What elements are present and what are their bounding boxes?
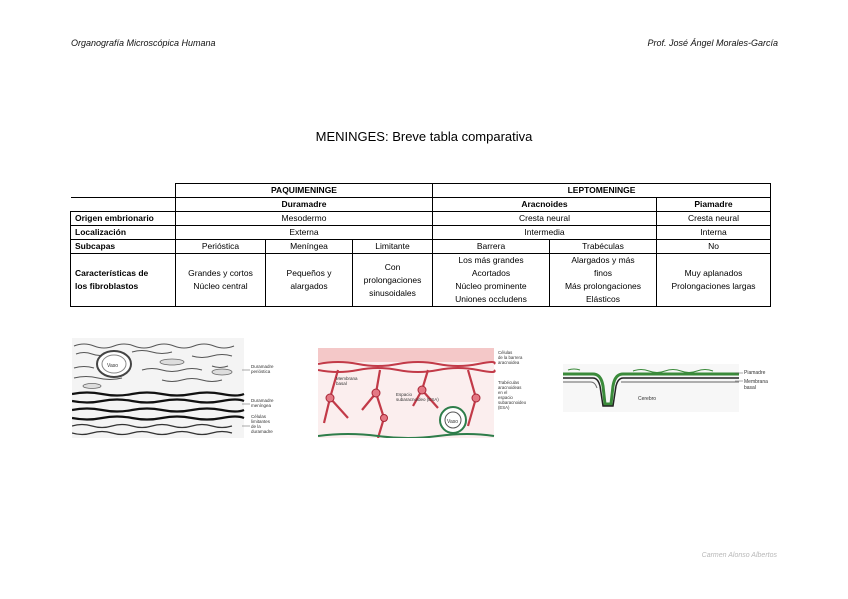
aracnoides-diagram	[318, 348, 538, 438]
svg-text:subaracnoideo: subaracnoideo	[498, 400, 527, 405]
footer-author: Carmen Alonso Albertos	[701, 552, 777, 559]
svg-text:aracnoidea: aracnoidea	[498, 360, 520, 365]
svg-text:basal: basal	[744, 385, 756, 391]
header-duramadre: Duramadre	[176, 198, 433, 212]
cell-localizacion-dura: Externa	[176, 226, 433, 240]
cell-subcapa-limitante: Limitante	[353, 240, 433, 254]
cell-subcapa-barrera: Barrera	[433, 240, 550, 254]
svg-text:meníngea: meníngea	[251, 403, 272, 408]
row-label-subcapas: Subcapas	[71, 240, 176, 254]
svg-text:espacio: espacio	[498, 395, 513, 400]
table-row	[71, 254, 771, 307]
arac-espacio-label: Espacio	[396, 392, 413, 397]
row-label-caracteristicas: Características de los fibroblastos	[71, 254, 176, 307]
svg-text:de la: de la	[251, 424, 261, 429]
svg-text:Piamadre: Piamadre	[744, 370, 766, 376]
table-corner	[71, 184, 176, 198]
svg-text:perióstica: perióstica	[251, 369, 271, 374]
cell-fibro-dura2: Pequeños y alargados	[266, 254, 353, 307]
row-label-localizacion: Localización	[71, 226, 176, 240]
header-paquimeninge: PAQUIMENINGE	[176, 184, 433, 198]
table-row	[71, 226, 771, 240]
arac-annotations	[498, 350, 527, 410]
cell-localizacion-arac: Intermedia	[433, 226, 657, 240]
cell-fibro-pia: Muy aplanados Prolongaciones largas	[657, 254, 771, 307]
svg-text:Duramadre: Duramadre	[251, 364, 274, 369]
cell-fibro-dura3: Con prolongaciones sinusoidales	[353, 254, 433, 307]
svg-text:Duramadre: Duramadre	[251, 398, 274, 403]
svg-text:aracnoideas: aracnoideas	[498, 385, 522, 390]
cell-origen-pia: Cresta neural	[657, 212, 771, 226]
arac-membrana-label: Membrana	[336, 376, 358, 381]
cell-subcapa-pia: No	[657, 240, 771, 254]
svg-text:basal: basal	[336, 381, 347, 386]
cell-origen-arac: Cresta neural	[433, 212, 657, 226]
pia-annotations	[744, 370, 768, 391]
page-title: MENINGES: Breve tabla comparativa	[315, 129, 533, 144]
svg-text:duramadre: duramadre	[251, 429, 273, 434]
svg-text:Células: Células	[498, 350, 513, 355]
header-course-title: Organografía Microscópica Humana	[71, 38, 216, 48]
header-aracnoides: Aracnoides	[433, 198, 657, 212]
cell-origen-dura: Mesodermo	[176, 212, 433, 226]
cell-fibro-arac1: Los más grandes Acortados Núcleo prominente Uniones occludens	[433, 254, 550, 307]
pia-cerebro-label: Cerebro	[638, 396, 657, 402]
table-corner	[71, 198, 176, 212]
cell-subcapa-periostica: Perióstica	[176, 240, 266, 254]
cell-localizacion-pia: Interna	[657, 226, 771, 240]
svg-text:Células: Células	[251, 414, 267, 419]
cell-subcapa-trabeculas: Trabéculas	[550, 240, 657, 254]
arac-vaso-label: Vaso	[447, 419, 459, 425]
svg-text:en el: en el	[498, 390, 508, 395]
svg-text:Trabéculas: Trabéculas	[498, 380, 520, 385]
table-row	[71, 240, 771, 254]
header-author: Prof. José Ángel Morales-García	[647, 38, 778, 48]
duramadre-diagram	[72, 338, 282, 438]
cell-subcapa-meningea: Meníngea	[266, 240, 353, 254]
dura-annotations	[251, 364, 274, 434]
row-label-origen: Origen embrionario	[71, 212, 176, 226]
cell-fibro-dura1: Grandes y cortos Núcleo central	[176, 254, 266, 307]
svg-text:Membrana: Membrana	[744, 379, 768, 385]
svg-text:(ESA): (ESA)	[498, 405, 510, 410]
header-leptomeninge: LEPTOMENINGE	[433, 184, 771, 198]
table-row	[71, 212, 771, 226]
svg-text:subaracnoideo (ESA): subaracnoideo (ESA)	[396, 397, 439, 402]
cell-fibro-arac2: Alargados y más finos Más prolongaciones Elásticos	[550, 254, 657, 307]
piamadre-diagram	[563, 364, 783, 412]
header-piamadre: Piamadre	[657, 198, 771, 212]
comparison-table	[70, 183, 771, 307]
svg-text:limitantes: limitantes	[251, 419, 271, 424]
dura-vaso-label: Vaso	[107, 363, 119, 369]
svg-text:de la barrera: de la barrera	[498, 355, 523, 360]
